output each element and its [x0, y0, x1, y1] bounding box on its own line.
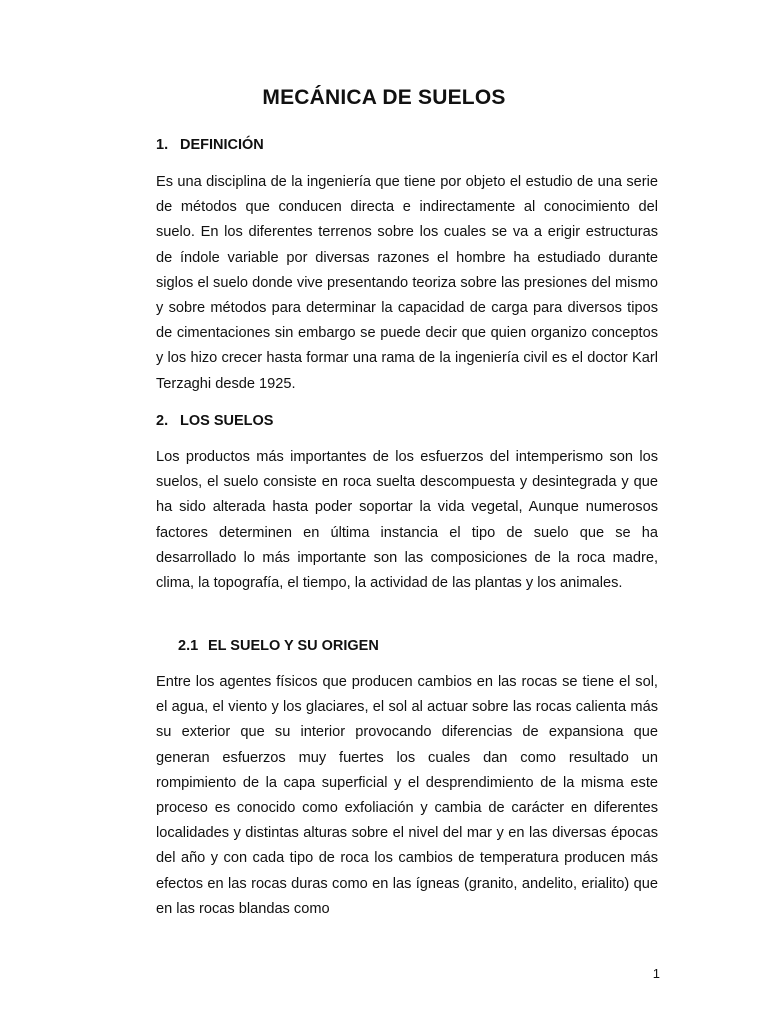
page-number: 1 — [652, 966, 660, 981]
document-title: MECÁNICA DE SUELOS — [262, 86, 506, 109]
section-heading-definicion — [156, 137, 264, 153]
section-heading-text: DEFINICIÓN — [180, 137, 264, 153]
section-number: 1. — [156, 137, 169, 153]
section-number: 2. — [156, 413, 169, 429]
section-paragraph-definicion: Es una disciplina de la ingeniería que tiene por objeto el estudio de una serie de métodos que conducen directa e indirectamente al conocimiento del suelo. En los diferentes terrenos sobre los cuales se va a erigir estructuras de índole variable por diversas razones el hombre ha estudiado durante siglos el suelo donde vive presentando teoriza sobre las presiones del mismo y sobre métodos para determinar la capacidad de carga para diversos tipos de cimentaciones sin embargo se puede decir que quien organizo conceptos y los hizo crecer hasta formar una rama de la ingeniería civil es el doctor Karl Terzaghi desde 1925. — [156, 174, 658, 392]
subsection-heading-el-suelo-y-su-origen — [178, 638, 379, 654]
section-paragraph-los-suelos: Los productos más importantes de los esfuerzos del intemperismo son los suelos, el suelo consiste en roca suelta descompuesta y desintegrada y que ha sido alterada hasta poder soportar la vida vegetal, Aunque numerosos factores determinen en última instancia el tipo de suelo que se ha desarrollado lo más importante son las composiciones de la roca madre, clima, la topografía, el tiempo, la actividad de las plantas y los animales. — [156, 449, 658, 592]
section-heading-text: LOS SUELOS — [180, 413, 274, 429]
section-paragraph-el-suelo-y-su-origen: Entre los agentes físicos que producen cambios en las rocas se tiene el sol, el agua, el viento y los glaciares, el sol al actuar sobre las rocas calienta más su exterior que su interior provocando diferencias de expansiona que generan esfuerzos muy fuertes los cuales dan como resultado un rompimiento de la capa superficial y el desprendimiento de la misma este proceso es conocido como exfoliación y cambia de carácter en diferentes localidades y distintas alturas sobre el nivel del mar y en las diversas épocas del año y con cada tipo de roca los cambios de temperatura producen más efectos en las rocas duras como en las ígneas (granito, andelito, erialito) que en las rocas blandas como — [156, 674, 658, 917]
section-heading-text: EL SUELO Y SU ORIGEN — [208, 638, 379, 654]
section-number: 2.1 — [178, 638, 199, 654]
section-heading-los-suelos — [156, 413, 273, 429]
